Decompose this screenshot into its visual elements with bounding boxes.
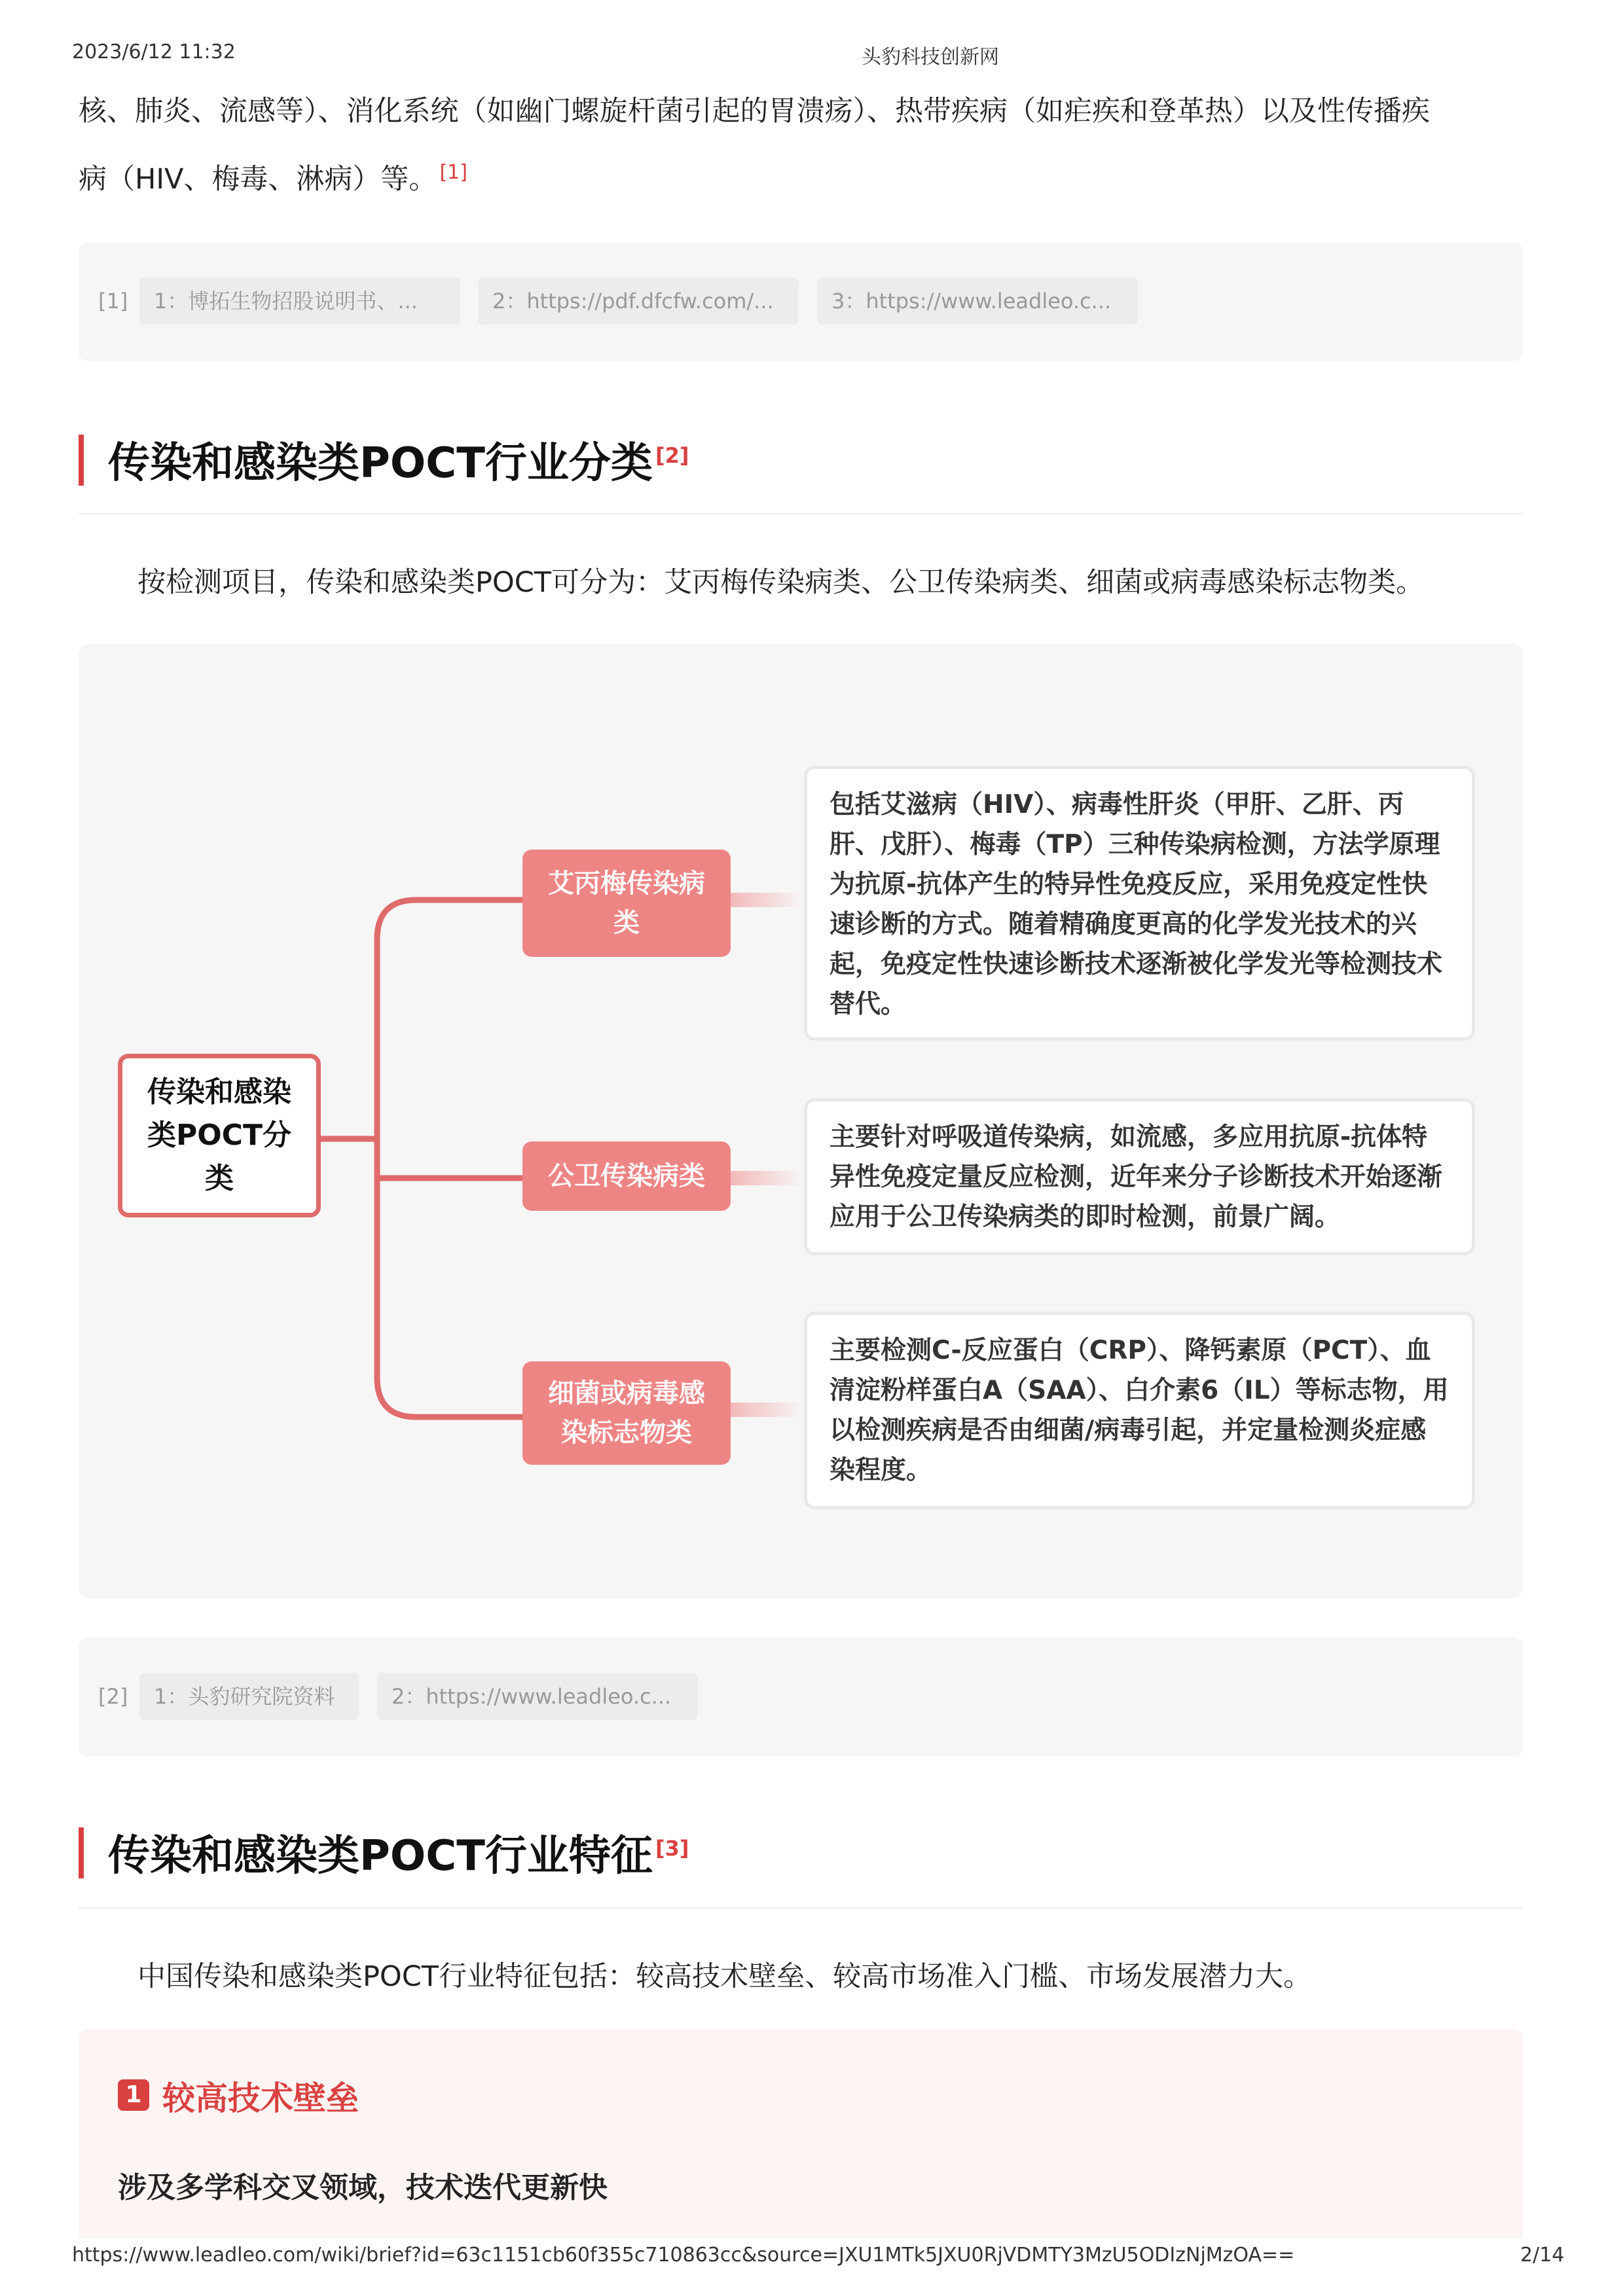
connector-fade-1	[729, 893, 803, 907]
mindmap-root-node: 传染和感染类POCT分类	[118, 1054, 321, 1217]
features-paragraph: 中国传染和感染类POCT行业特征包括：较高技术壁垒、较高市场准入门槛、市场发展潜力大。	[137, 1960, 1312, 1993]
citation-link[interactable]: [2]	[655, 442, 689, 468]
mindmap-branch-public-health: 公卫传染病类	[522, 1141, 731, 1211]
section-accent-bar	[79, 1827, 84, 1878]
reference-chip[interactable]: 2：https://pdf.dfcfw.com/...	[478, 278, 799, 325]
section-title-text: 传染和感染类POCT行业分类	[108, 439, 653, 488]
connector-fade-2	[729, 1171, 803, 1185]
intro-line-2-text: 病（HIV、梅毒、淋病）等。	[79, 163, 437, 196]
reference-index: [1]	[98, 289, 128, 314]
feature-subtitle: 涉及多学科交叉领域，技术迭代更新快	[118, 2171, 608, 2204]
intro-line-1: 核、肺炎、流感等）、消化系统（如幽门螺旋杆菌引起的胃溃疡）、热带疾病（如疟疾和登革热）以及性传播疾	[79, 95, 1430, 128]
mindmap-desc-public-health: 主要针对呼吸道传染病，如流感，多应用抗原-抗体特异性免疫定量反应检测，近年来分子诊断技术开始逐渐应用于公卫传染病类的即时检测，前景广阔。	[804, 1098, 1475, 1255]
mindmap-branch-infection-markers: 细菌或病毒感染标志物类	[522, 1361, 731, 1465]
citation-link[interactable]: [3]	[655, 1835, 689, 1861]
classification-paragraph: 按检测项目，传染和感染类POCT可分为：艾丙梅传染病类、公卫传染病类、细菌或病毒感染标志物类。	[137, 566, 1425, 599]
reference-chip[interactable]: 1：博拓生物招股说明书、...	[139, 278, 460, 325]
section-divider	[79, 1907, 1523, 1909]
mindmap-desc-infection-markers: 主要检测C-反应蛋白（CRP）、降钙素原（PCT）、血清淀粉样蛋白A（SAA）、白介素6（IL）等标志物，用以检测疾病是否由细菌/病毒引起，并定量检测炎症感染程度。	[804, 1312, 1475, 1509]
feature-card	[79, 2029, 1523, 2238]
footer-url[interactable]: https://www.leadleo.com/wiki/brief?id=63c1151cb60f355c710863cc&source=JXU1MTk5JXU0RjVDMTY3MzU5ODIzNjMzOA==	[72, 2244, 1295, 2267]
reference-index: [2]	[98, 1684, 128, 1709]
reference-chip[interactable]: 1：头豹研究院资料	[139, 1673, 359, 1720]
connector-fade-3	[729, 1403, 803, 1417]
feature-number-badge: 1	[118, 2079, 149, 2111]
connector-trunk	[377, 900, 524, 1417]
section-title-text: 传染和感染类POCT行业特征	[108, 1832, 653, 1880]
citation-link[interactable]: [1]	[439, 160, 467, 184]
mindmap-branch-aids-hepatitis-syphilis: 艾丙梅传染病类	[522, 850, 731, 957]
reference-chip[interactable]: 2：https://www.leadleo.c...	[377, 1673, 698, 1720]
site-title: 头豹科技创新网	[862, 46, 999, 69]
feature-title: 较高技术壁垒	[162, 2079, 359, 2117]
section-title-features	[108, 1822, 689, 1882]
mindmap-desc-aids-hepatitis-syphilis: 包括艾滋病（HIV）、病毒性肝炎（甲肝、乙肝、丙肝、戊肝）、梅毒（TP）三种传染病检测，方法学原理为抗原-抗体产生的特异性免疫反应，采用免疫定性快速诊断的方式。随着精确度更高的化学发光技术的兴起，免疫定性快速诊断技术逐渐被化学发光等检测技术替代。	[804, 766, 1475, 1041]
page-number: 2/14	[1520, 2244, 1565, 2267]
print-datetime: 2023/6/12 11:32	[72, 41, 236, 63]
reference-chip[interactable]: 3：https://www.leadleo.c...	[817, 278, 1138, 325]
